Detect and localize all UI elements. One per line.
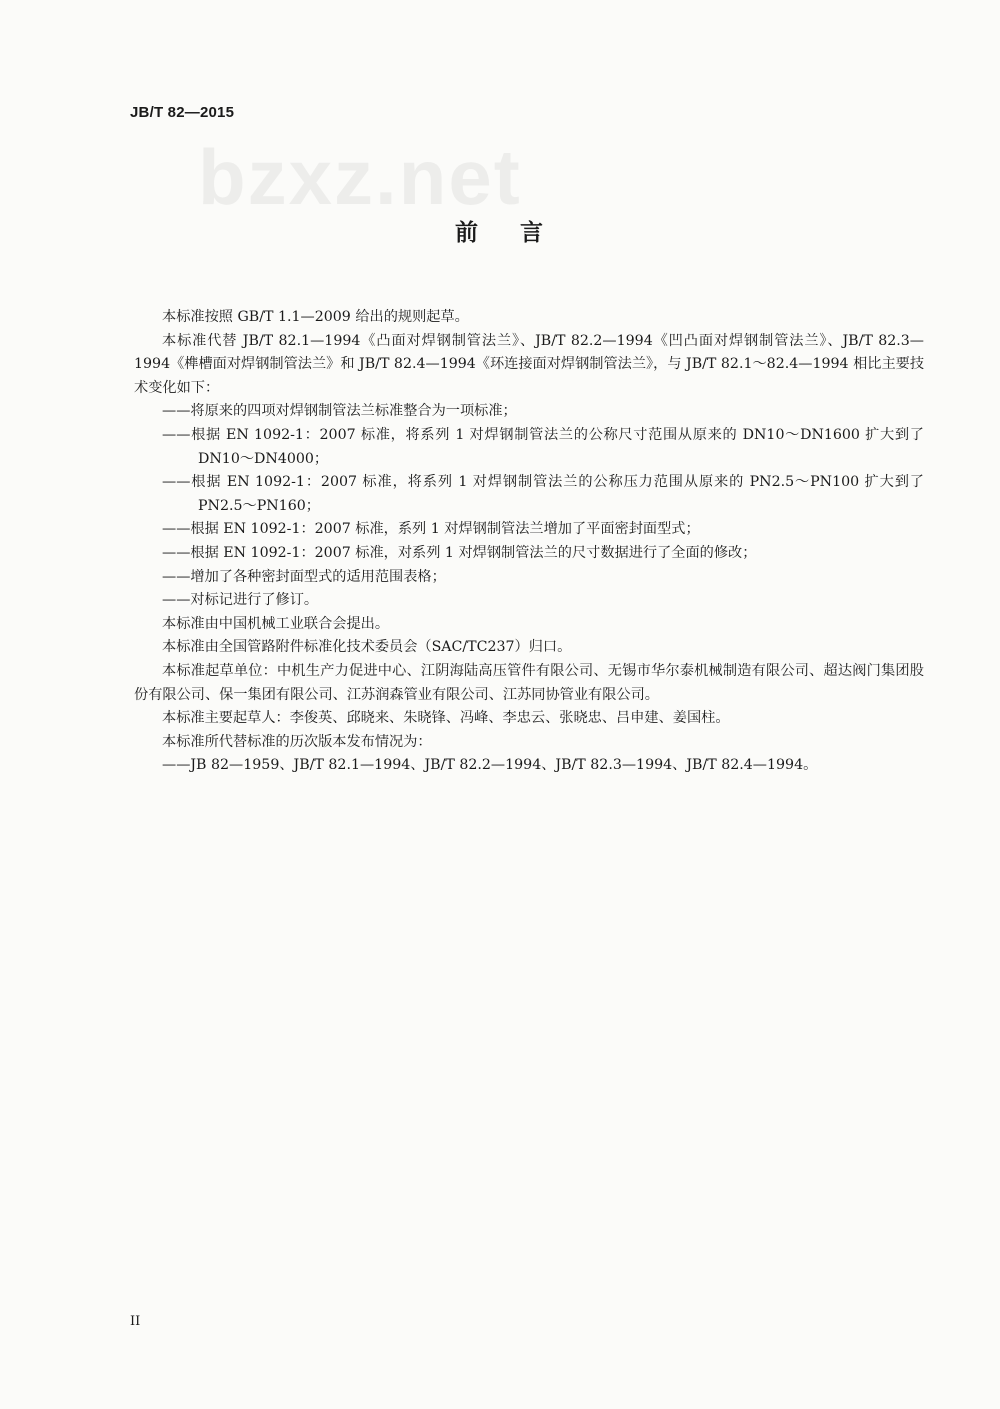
- change-item-6: ——增加了各种密封面型式的适用范围表格；: [162, 568, 446, 585]
- paragraph-drafting-rules: 本标准按照 GB/T 1.1—2009 给出的规则起草。: [162, 309, 469, 325]
- change-item-4: ——根据 EN 1092-1：2007 标准，系列 1 对焊钢制管法兰增加了平面密封面型式；: [162, 521, 700, 538]
- paragraph-committee: 本标准由全国管路附件标准化技术委员会（SAC/TC237）归口。: [162, 639, 572, 656]
- paragraph-history-intro: 本标准所代替标准的历次版本发布情况为：: [162, 733, 432, 750]
- page-title: [0, 214, 1000, 247]
- paragraph-replaced-standards: 本标准代替 JB/T 82.1—1994《凸面对焊钢制管法兰》、JB/T 82.2—1994《凹凸面对焊钢制管法兰》、JB/T 82.3—1994《榫槽面对焊钢制管法兰》和 JB/T 82.4—1994《环连接面对焊钢制管法兰》，与 JB/T 82.1～82.4—1994 相比主要技术变化如下：: [134, 332, 925, 396]
- change-item-3: ——根据 EN 1092-1：2007 标准，将系列 1 对焊钢制管法兰的公称压力范围从原来的 PN2.5～PN100 扩大到了 PN2.5～PN160；: [162, 474, 924, 514]
- paragraph-proposer: 本标准由中国机械工业联合会提出。: [162, 615, 390, 632]
- page-number: II: [130, 1314, 141, 1329]
- watermark-text: bzxz.net: [198, 133, 522, 221]
- history-item: ——JB 82—1959、JB/T 82.1—1994、JB/T 82.2—1994、JB/T 82.3—1994、JB/T 82.4—1994。: [162, 757, 818, 774]
- preface-body: [134, 306, 924, 778]
- title-char-1: 前: [455, 220, 480, 246]
- change-item-5: ——根据 EN 1092-1：2007 标准，对系列 1 对焊钢制管法兰的尺寸数据进行了全面的修改；: [162, 544, 757, 561]
- change-item-1: ——将原来的四项对焊钢制管法兰标准整合为一项标准；: [162, 403, 517, 420]
- paragraph-drafters: 本标准主要起草人：李俊英、邱晓来、朱晓锋、冯峰、李忠云、张晓忠、吕申建、姜国柱。: [162, 710, 730, 727]
- change-item-2: ——根据 EN 1092-1：2007 标准，将系列 1 对焊钢制管法兰的公称尺寸范围从原来的 DN10～DN1600 扩大到了 DN10～DN4000；: [162, 426, 924, 467]
- paragraph-drafting-units: 本标准起草单位：中机生产力促进中心、江阴海陆高压管件有限公司、无锡市华尔泰机械制造有限公司、超达阀门集团股份有限公司、保一集团有限公司、江苏润森管业有限公司、江苏同协管业有限公司。: [134, 662, 924, 703]
- change-item-7: ——对标记进行了修订。: [162, 592, 319, 609]
- document-code: JB/T 82—2015: [130, 104, 235, 121]
- title-char-2: 言: [520, 220, 545, 246]
